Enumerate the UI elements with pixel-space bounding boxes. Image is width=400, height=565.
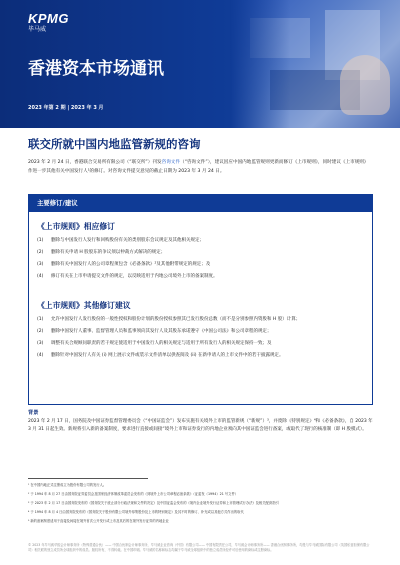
list-item-number: (1) (37, 317, 44, 322)
copyright-notice: © 2023 年毕马威华振会计师事务所（特殊普通合伙）—— 中国合伙制会计师事务所，毕马威企业咨询（中国）有限公司—— 中国有限责任公司，毕马威会计师事务所—— 香港合伙制事务所，均是与毕马威国际有限公司（英国私营担保有限公司）相关联的独立成员所全球组织中的成员。版权所有，不得转载。在中国印刷。毕马威的名称和标志均属于毕马威全球组织中的独立成员所经许可后使用的商标或注册商标。 (28, 543, 370, 553)
footnote-divider (28, 478, 148, 479)
footnotes (28, 483, 373, 528)
list-item (37, 316, 363, 324)
list-item (37, 249, 363, 257)
intro-text-before-link: 2023 年 2 月 24 日，香港联合交易所有限公司（“联交所”）刊发 (28, 160, 162, 165)
intro-text-after-link: （“咨询文件”），建议因应中国内地监管规则更新而修订《上市规则》，同时建议《上市规则》作进一步其他有关中国发行人¹的修订。对咨询文件提交意见的截止日期为 2023 年 3 月 24 日。 (28, 160, 369, 174)
header-banner (0, 0, 400, 128)
footnote: ² 于 1994 年 8 月 27 日由国务院证券委员会及国家经济体制改革委员会发布的《到境外上市公司章程必备条款》（证委发（1994）21 号文件） (28, 492, 239, 497)
key-amendments-panel (28, 194, 373, 405)
list-item-number: (4) (37, 353, 44, 358)
list-item-text: 调整有关合规顾问职责的若干规定使适用于中国发行人的相关规定与适用于所有发行人的相关规定保持一致；及 (51, 341, 272, 346)
article-headline: 联交所就中国内地监管新规的咨询 (28, 137, 201, 151)
list-item-text: 修订有关在上市申请提交文件的规定，以反映适用于内地公司境外上市的备案制度。 (51, 274, 218, 279)
logo-wordmark: KPMG (28, 11, 69, 26)
list-item (37, 261, 363, 269)
section2-title: 《上市规则》其他修订建议 (37, 301, 131, 310)
list-item-number: (2) (37, 250, 44, 255)
background-label: 背景 (28, 410, 39, 416)
list-item-number: (2) (37, 329, 44, 334)
background-text: 2023 年 2 月 17 日，国务院及中国证券监督管理委员会（“中国证监会”）发布实施有关境外上市的监管新规（“新规”）³，并废除《特别规定》⁴和《必备条款》，自 2023 年 3 月 31 日起生效。新规将引入新的备案制度，要求进行直接或间接“境外上市和证券发行的内地企业须向其中国证监会进行备案，或取代了现行的核准制（即 H 股模式）。 (28, 419, 373, 433)
list-item-number: (3) (37, 262, 44, 267)
panel-title: 主要修订/建议 (29, 195, 372, 212)
section1-list (37, 237, 363, 285)
list-item-number: (3) (37, 341, 44, 346)
publication-title: 香港资本市场通讯 (28, 59, 164, 79)
list-item-text: 删除针对中国发行人有关 (i) 网上展示文件或装示文件清单以供查阅及 (ii) 在新申请人的上市文件中的若干披露规定。 (51, 353, 284, 358)
list-item (37, 352, 363, 360)
list-item-number: (4) (37, 274, 44, 279)
list-item (37, 273, 363, 281)
list-item-number: (1) (37, 238, 44, 243)
list-item-text: 删除有关中国发行人的公司章程须包含《必备条款》²及其他附带规定的规定；及 (51, 262, 211, 267)
footnote: ⁵ 新的备案制度适用于直接及间接在境外首次公开发行或上市及其后的在境外发行证券的内地企业 (28, 519, 169, 524)
section1-title: 《上市规则》相应修订 (37, 222, 115, 231)
footnote: ³ 于 2023 年 2 月 17 日由国务院发布的《国务院关于废止部分行政法规和文件的决定》及中国证监会发布的《境内企业境外发行证券和上市管理试行办法》及相关配套指引 (28, 501, 279, 506)
list-item-text: 删除有关申请 H 股股东的争议须以仲裁方式解决的规定； (51, 250, 166, 255)
footnote: ⁴ 于 1994 年 8 月 4 日由国务院发布的《国务院关于股份有限公司境外募集股份及上市的特别规定》及其不时的修订、补充或以其他方式作出的取代 (28, 510, 244, 515)
banner-photo (230, 0, 400, 128)
consultation-paper-link[interactable]: 咨询文件 (161, 160, 180, 165)
issue-line: 2023 年第 2 期 | 2023 年 3 月 (28, 105, 104, 111)
list-item-text: 删除与中国发行人发行和回购股份有关的类别股东会议规定及其他相关规定； (51, 238, 204, 243)
kpmg-logo[interactable] (28, 12, 69, 34)
list-item (37, 328, 363, 336)
list-item-text: 删除中国发行人董事、监督管理人员和监事须向其发行人及其股东承诺遵守《中国公司法》和公司章程的规定； (51, 329, 272, 334)
footnote: ¹ 在中国内地正式注册成立为股份有限公司的发行人。 (28, 483, 107, 487)
list-item (37, 237, 363, 245)
section2-list (37, 316, 363, 364)
article-intro (28, 159, 373, 176)
logo-subtext: 毕马威 (28, 26, 47, 33)
list-item (37, 340, 363, 348)
list-item-text: 允许中国发行人发行股份的一般性授权和股份计划的股份授权参照其已发行股份总数（而不是分别参照内资股和 H 股）计算； (51, 317, 301, 322)
